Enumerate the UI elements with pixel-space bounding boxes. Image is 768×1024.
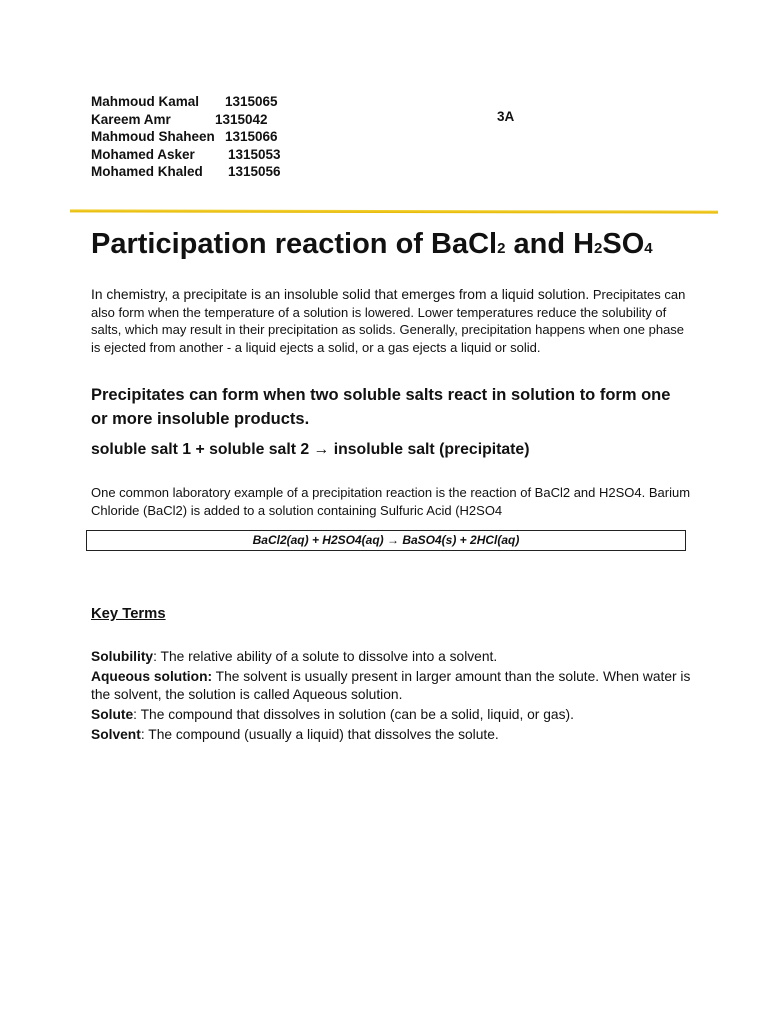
title-subscript: 2	[497, 240, 506, 257]
highlight-statement: Precipitates can form when two soluble salts react in solution to form one or more insoluble products.	[91, 386, 671, 428]
term-item	[91, 706, 691, 724]
page-title	[91, 224, 653, 269]
term-definition: The solvent is usually present in larger amount than the solute. When water is the solvent, the solution is called Aqueous solution.	[91, 669, 691, 702]
divider-line	[70, 209, 718, 213]
title-text: and H	[505, 228, 595, 260]
class-label: 3A	[497, 109, 515, 124]
term-definition: The compound (usually a liquid) that dissolves the solute.	[144, 727, 499, 742]
term-separator: :	[133, 707, 138, 722]
author-name: Mohamed Khaled	[91, 164, 203, 179]
author-name: Mohamed Asker	[91, 146, 195, 162]
term-separator: :	[153, 649, 157, 664]
author-row	[91, 111, 551, 129]
term-name: Aqueous solution:	[91, 669, 213, 684]
title-subscript: 2	[594, 240, 603, 257]
author-name: Mahmoud Kamal	[91, 94, 200, 109]
example-paragraph: One common laboratory example of a precipitation reaction is the reaction of BaCl2 and H2SO4. Barium Chloride (BaCl2) is added to a solution containing Sulfuric Acid (H2SO4	[91, 485, 691, 518]
author-id: 1315066	[225, 129, 278, 144]
intro-rest: Precipitates can also form when the temperature of a solution is lowered. Lower temperatures reduce the solubility of salts, which may result in their precipitation as solids. Generally, precipitation happens when one phase is ejected from another - a liquid ejects a solid, or a gas ejects a liquid or solid.	[91, 287, 686, 356]
author-name: Kareem Amr	[91, 111, 171, 127]
author-id: 1315053	[228, 146, 281, 162]
key-terms-list	[91, 648, 691, 746]
term-item	[91, 726, 691, 744]
term-item	[91, 668, 691, 704]
author-name: Mahmoud Shaheen	[91, 129, 215, 144]
author-row	[91, 146, 551, 164]
author-id: 1315042	[215, 111, 268, 127]
author-id: 1315056	[228, 164, 281, 179]
author-list	[91, 93, 551, 181]
author-row	[91, 128, 551, 146]
term-name: Solvent	[91, 727, 141, 742]
term-item	[91, 648, 691, 666]
term-name: Solute	[91, 707, 134, 722]
term-name: Solubility	[91, 649, 154, 664]
term-definition: The relative ability of a solute to dissolve into a solvent.	[156, 649, 498, 664]
author-id: 1315065	[225, 94, 278, 109]
title-text: Participation reaction of BaCl	[91, 228, 498, 260]
author-row	[91, 163, 551, 181]
intro-first-sentence: In chemistry, a precipitate is an insoluble solid that emerges from a liquid solution.	[91, 287, 590, 302]
term-definition: The compound that dissolves in solution (can be a solid, liquid, or gas).	[137, 707, 574, 722]
title-text: SO	[602, 228, 645, 260]
term-separator: :	[140, 727, 145, 742]
author-row	[91, 93, 551, 111]
key-terms-heading: Key Terms	[91, 606, 166, 622]
title-subscript: 4	[644, 240, 653, 257]
chemical-equation-box: BaCl2(aq) + H2SO4(aq) → BaSO4(s) + 2HCl(aq)	[86, 530, 686, 551]
word-equation: soluble salt 1 + soluble salt 2 → insoluble salt (precipitate)	[91, 441, 530, 458]
intro-paragraph	[91, 286, 691, 357]
